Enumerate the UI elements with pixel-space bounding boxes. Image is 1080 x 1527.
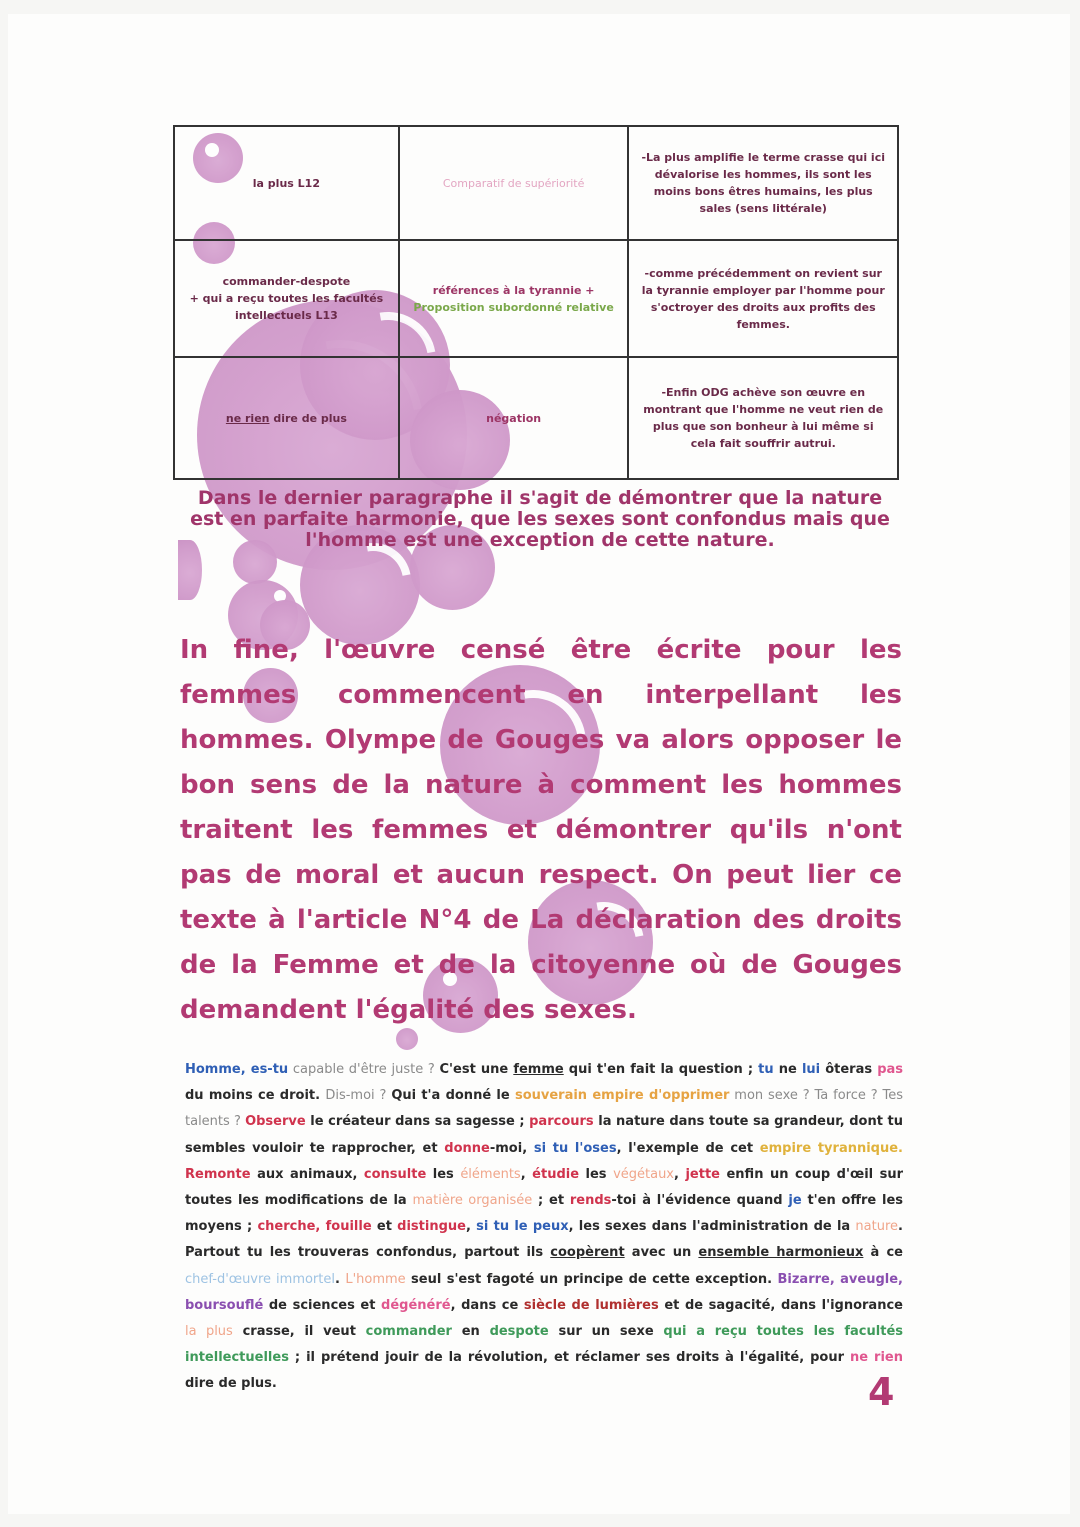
- excerpt-segment: siècle de lumières: [523, 1297, 659, 1313]
- cell-text: -Enfin ODG achève son œuvre en montrant que l'homme ne veut rien de plus que son bonheur à lui même si cela fait souffrir autrui.: [643, 386, 884, 450]
- excerpt-segment: Bizarre, aveugle, boursouflé: [185, 1271, 903, 1313]
- excerpt-segment: L'homme: [345, 1271, 406, 1287]
- excerpt-segment: . Partout tu les trouveras confondus, partout ils: [185, 1219, 903, 1261]
- excerpt-segment: lui: [801, 1062, 821, 1077]
- excerpt-segment: sur un sexe: [548, 1324, 664, 1340]
- excerpt-segment: C'est une: [439, 1062, 514, 1077]
- excerpt-segment: souverain empire d'opprimer: [514, 1088, 730, 1104]
- excerpt-segment: les: [426, 1166, 461, 1182]
- cell-text: négation: [486, 411, 542, 425]
- source-text-excerpt: [185, 1057, 903, 1398]
- excerpt-segment: rends: [569, 1193, 612, 1209]
- excerpt-segment: ensemble harmonieux: [698, 1245, 864, 1261]
- excerpt-segment: .: [335, 1271, 346, 1287]
- excerpt-segment: si tu l'oses: [533, 1140, 617, 1156]
- excerpt-segment: de sciences et: [263, 1297, 382, 1313]
- excerpt-segment: ,: [520, 1166, 533, 1182]
- excerpt-segment: les: [579, 1166, 614, 1182]
- excerpt-segment: végétaux: [613, 1166, 674, 1182]
- excerpt-segment: ; il prétend jouir de la révolution, et réclamer ses droits à l'égalité, pour: [288, 1350, 850, 1366]
- excerpt-segment: ; et: [532, 1193, 570, 1209]
- excerpt-segment: la plus: [185, 1324, 233, 1340]
- excerpt-segment: , dans ce: [450, 1297, 524, 1313]
- table-cell-quote: [174, 357, 399, 479]
- excerpt-segment: cherche, fouille: [257, 1219, 372, 1235]
- excerpt-segment: distingue: [397, 1219, 466, 1235]
- excerpt-segment: donne: [444, 1140, 490, 1156]
- excerpt-segment: matière organisée: [412, 1193, 533, 1209]
- excerpt-segment: commander: [365, 1324, 452, 1340]
- table-cell-quote: [174, 240, 399, 357]
- excerpt-segment: aux animaux,: [250, 1166, 364, 1182]
- excerpt-segment: parcours: [529, 1114, 594, 1130]
- excerpt-segment: dégénéré: [381, 1297, 451, 1313]
- excerpt-segment: à ce: [863, 1245, 903, 1261]
- excerpt-segment: nature: [855, 1219, 899, 1235]
- table-cell-quote: [174, 126, 399, 240]
- excerpt-segment: la nature dans toute sa grandeur, dont tu sembles vouloir te rapprocher, et: [185, 1114, 903, 1156]
- excerpt-segment: ôteras: [820, 1062, 878, 1077]
- excerpt-segment: qui t'en fait la question ;: [563, 1062, 759, 1077]
- cell-text: -La plus amplifie le terme crasse qui ici dévalorise les hommes, ils sont les moins bons êtres humains, les plus sales (sens littérale): [641, 151, 885, 215]
- excerpt-segment: Homme, es-tu: [185, 1062, 289, 1077]
- excerpt-segment: le créateur dans sa sagesse ;: [305, 1114, 530, 1130]
- excerpt-segment: ,: [674, 1166, 686, 1182]
- excerpt-segment: consulte: [363, 1166, 427, 1182]
- excerpt-segment: coopèrent: [550, 1245, 625, 1261]
- excerpt-segment: ne rien: [850, 1350, 903, 1366]
- cell-text: + qui a reçu toutes les facultés intellectuels L13: [189, 292, 384, 322]
- cell-text: Comparatif de supériorité: [442, 176, 585, 190]
- excerpt-segment: qui a reçu toutes les facultés intellectuelles: [185, 1324, 903, 1366]
- excerpt-segment: et de sagacité, dans l'ignorance: [658, 1297, 903, 1313]
- excerpt-segment: ne: [773, 1062, 802, 1077]
- excerpt-segment: étudie: [532, 1166, 580, 1182]
- excerpt-segment: seul s'est fagoté un principe de cette exception.: [405, 1271, 778, 1287]
- cell-text: dire de plus: [269, 411, 347, 425]
- excerpt-segment: enfin un coup d'œil sur toutes les modifications de la: [185, 1166, 904, 1209]
- excerpt-segment: je: [788, 1193, 802, 1209]
- paragraph-summary: Dans le dernier paragraphe il s'agit de démontrer que la nature est en parfaite harmonie, que les sexes sont confondus mais que l'homme est une exception de cette nature.: [190, 487, 890, 551]
- table-row: [174, 126, 898, 240]
- excerpt-segment: du moins ce droit.: [185, 1088, 326, 1104]
- excerpt-segment: -toi à l'évidence quand: [611, 1193, 789, 1209]
- excerpt-segment: tu: [758, 1062, 774, 1077]
- table-cell-device: [399, 126, 629, 240]
- excerpt-segment: Observe: [245, 1114, 306, 1130]
- excerpt-segment: capable d'être juste ?: [288, 1062, 440, 1077]
- excerpt-segment: avec un: [624, 1245, 699, 1261]
- excerpt-segment: dire de plus.: [185, 1376, 277, 1392]
- table-cell-interpretation: [628, 357, 898, 479]
- excerpt-segment: pas: [877, 1062, 904, 1077]
- cell-text: la plus L12: [252, 176, 320, 190]
- cell-text: ne rien: [225, 411, 270, 425]
- cell-text: -comme précédemment on revient sur la tyrannie employer par l'homme pour s'octroyer des droits aux profits des femmes.: [641, 266, 885, 331]
- analysis-table: [173, 125, 899, 480]
- table-row: [174, 240, 898, 357]
- excerpt-segment: ,: [465, 1219, 477, 1235]
- cell-text: commander-despote: [222, 275, 351, 288]
- excerpt-segment: Remonte: [185, 1166, 251, 1182]
- cell-text: Proposition subordonné relative: [413, 300, 614, 314]
- excerpt-segment: Dis-moi ?: [325, 1088, 392, 1104]
- excerpt-segment: -moi,: [489, 1140, 534, 1156]
- excerpt-segment: despote: [489, 1324, 549, 1340]
- page-number: 4: [868, 1370, 895, 1414]
- excerpt-segment: crasse, il veut: [232, 1324, 366, 1340]
- table-cell-device: [399, 357, 629, 479]
- excerpt-segment: en: [451, 1324, 490, 1340]
- excerpt-segment: femme: [513, 1062, 564, 1077]
- excerpt-segment: Qui t'a donné le: [391, 1088, 515, 1104]
- table-cell-interpretation: [628, 126, 898, 240]
- excerpt-segment: si tu le peux: [476, 1219, 569, 1235]
- excerpt-segment: mon sexe ? Ta force ? Tes talents ?: [185, 1088, 904, 1130]
- excerpt-segment: chef-d'œuvre immortel: [185, 1271, 335, 1287]
- excerpt-segment: , les sexes dans l'administration de la: [568, 1219, 856, 1235]
- excerpt-segment: empire tyrannique.: [759, 1140, 903, 1156]
- excerpt-segment: éléments: [460, 1166, 521, 1182]
- table-cell-device: [399, 240, 629, 357]
- table-row: [174, 357, 898, 479]
- excerpt-segment: t'en offre les moyens ;: [185, 1193, 904, 1235]
- conclusion-paragraph: In fine, l'œuvre censé être écrite pour les femmes commencent en interpellant les hommes. Olympe de Gouges va alors opposer le bon sens de la nature à comment les hommes traitent les femmes et démontrer qu'ils n'ont pas de moral et aucun respect. On peut lier ce texte à l'article N°4 de La déclaration des droits de la Femme et de la citoyenne où de Gouges demandent l'égalité des sexes.: [180, 635, 902, 1025]
- cell-text: références à la tyrannie +: [432, 283, 595, 297]
- excerpt-segment: jette: [685, 1166, 720, 1182]
- table-cell-interpretation: [628, 240, 898, 357]
- excerpt-segment: et: [371, 1219, 398, 1235]
- excerpt-segment: , l'exemple de cet: [616, 1140, 760, 1156]
